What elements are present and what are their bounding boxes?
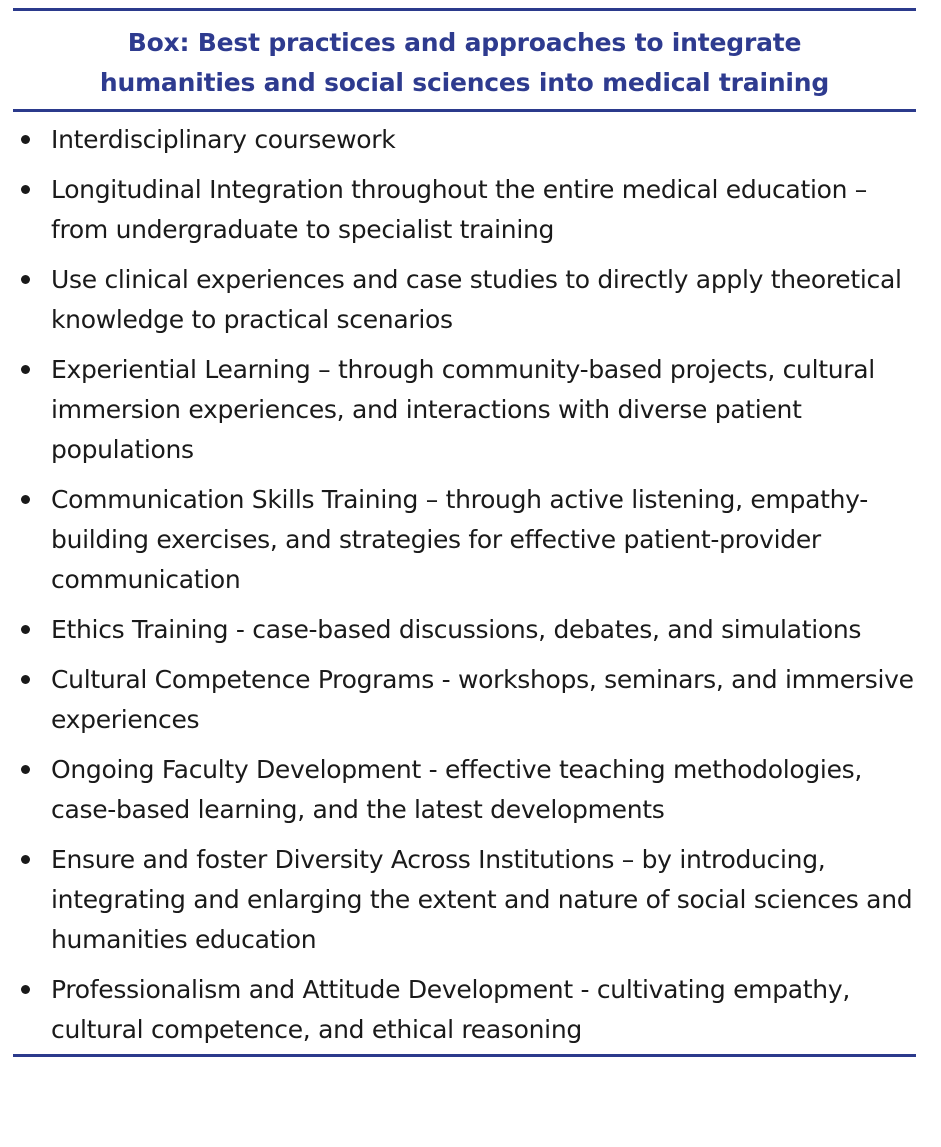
list-item-text: Use clinical experiences and case studies to directly apply theoretical knowledge to practical scenarios [51, 265, 902, 334]
list-item [13, 260, 916, 340]
list-item-text: Communication Skills Training – through active listening, empathy-building exercises, and strategies for effective patient-provider communication [51, 485, 868, 594]
bullet-icon [21, 765, 30, 774]
box-title-line-2: humanities and social sciences into medical training [99, 68, 830, 97]
bullet-icon [21, 855, 30, 864]
bullet-icon [21, 675, 30, 684]
box-title [13, 23, 916, 103]
practices-list [13, 112, 916, 1050]
list-item [13, 120, 916, 160]
bullet-icon [21, 275, 30, 284]
list-item-text: Experiential Learning – through community-based projects, cultural immersion experiences, and interactions with diverse patient populations [51, 355, 875, 464]
list-item-text: Ethics Training - case-based discussions, debates, and simulations [51, 615, 862, 644]
bullet-icon [21, 365, 30, 374]
bullet-icon [21, 185, 30, 194]
box-title-line-1: Box: Best practices and approaches to integrate [127, 28, 802, 57]
list-item-text: Professionalism and Attitude Development - cultivating empathy, cultural competence, and ethical reasoning [51, 975, 850, 1044]
bottom-rule [13, 1054, 916, 1057]
list-item [13, 840, 916, 960]
list-item-text: Ensure and foster Diversity Across Institutions – by introducing, integrating and enlarging the extent and nature of social sciences and humanities education [51, 845, 913, 954]
list-item-text: Ongoing Faculty Development - effective teaching methodologies, case-based learning, and the latest developments [51, 755, 863, 824]
bullet-icon [21, 495, 30, 504]
list-item-text: Cultural Competence Programs - workshops, seminars, and immersive experiences [51, 665, 914, 734]
box-panel [13, 8, 916, 1057]
list-item [13, 610, 916, 650]
list-item [13, 480, 916, 600]
list-item-text: Longitudinal Integration throughout the entire medical education – from undergraduate to specialist training [51, 175, 867, 244]
bullet-icon [21, 985, 30, 994]
list-item [13, 970, 916, 1050]
list-item [13, 170, 916, 250]
list-item-text: Interdisciplinary coursework [51, 125, 396, 154]
list-item [13, 350, 916, 470]
list-item [13, 750, 916, 830]
bullet-icon [21, 135, 30, 144]
list-item [13, 660, 916, 740]
box-header [13, 11, 916, 109]
bullet-icon [21, 625, 30, 634]
